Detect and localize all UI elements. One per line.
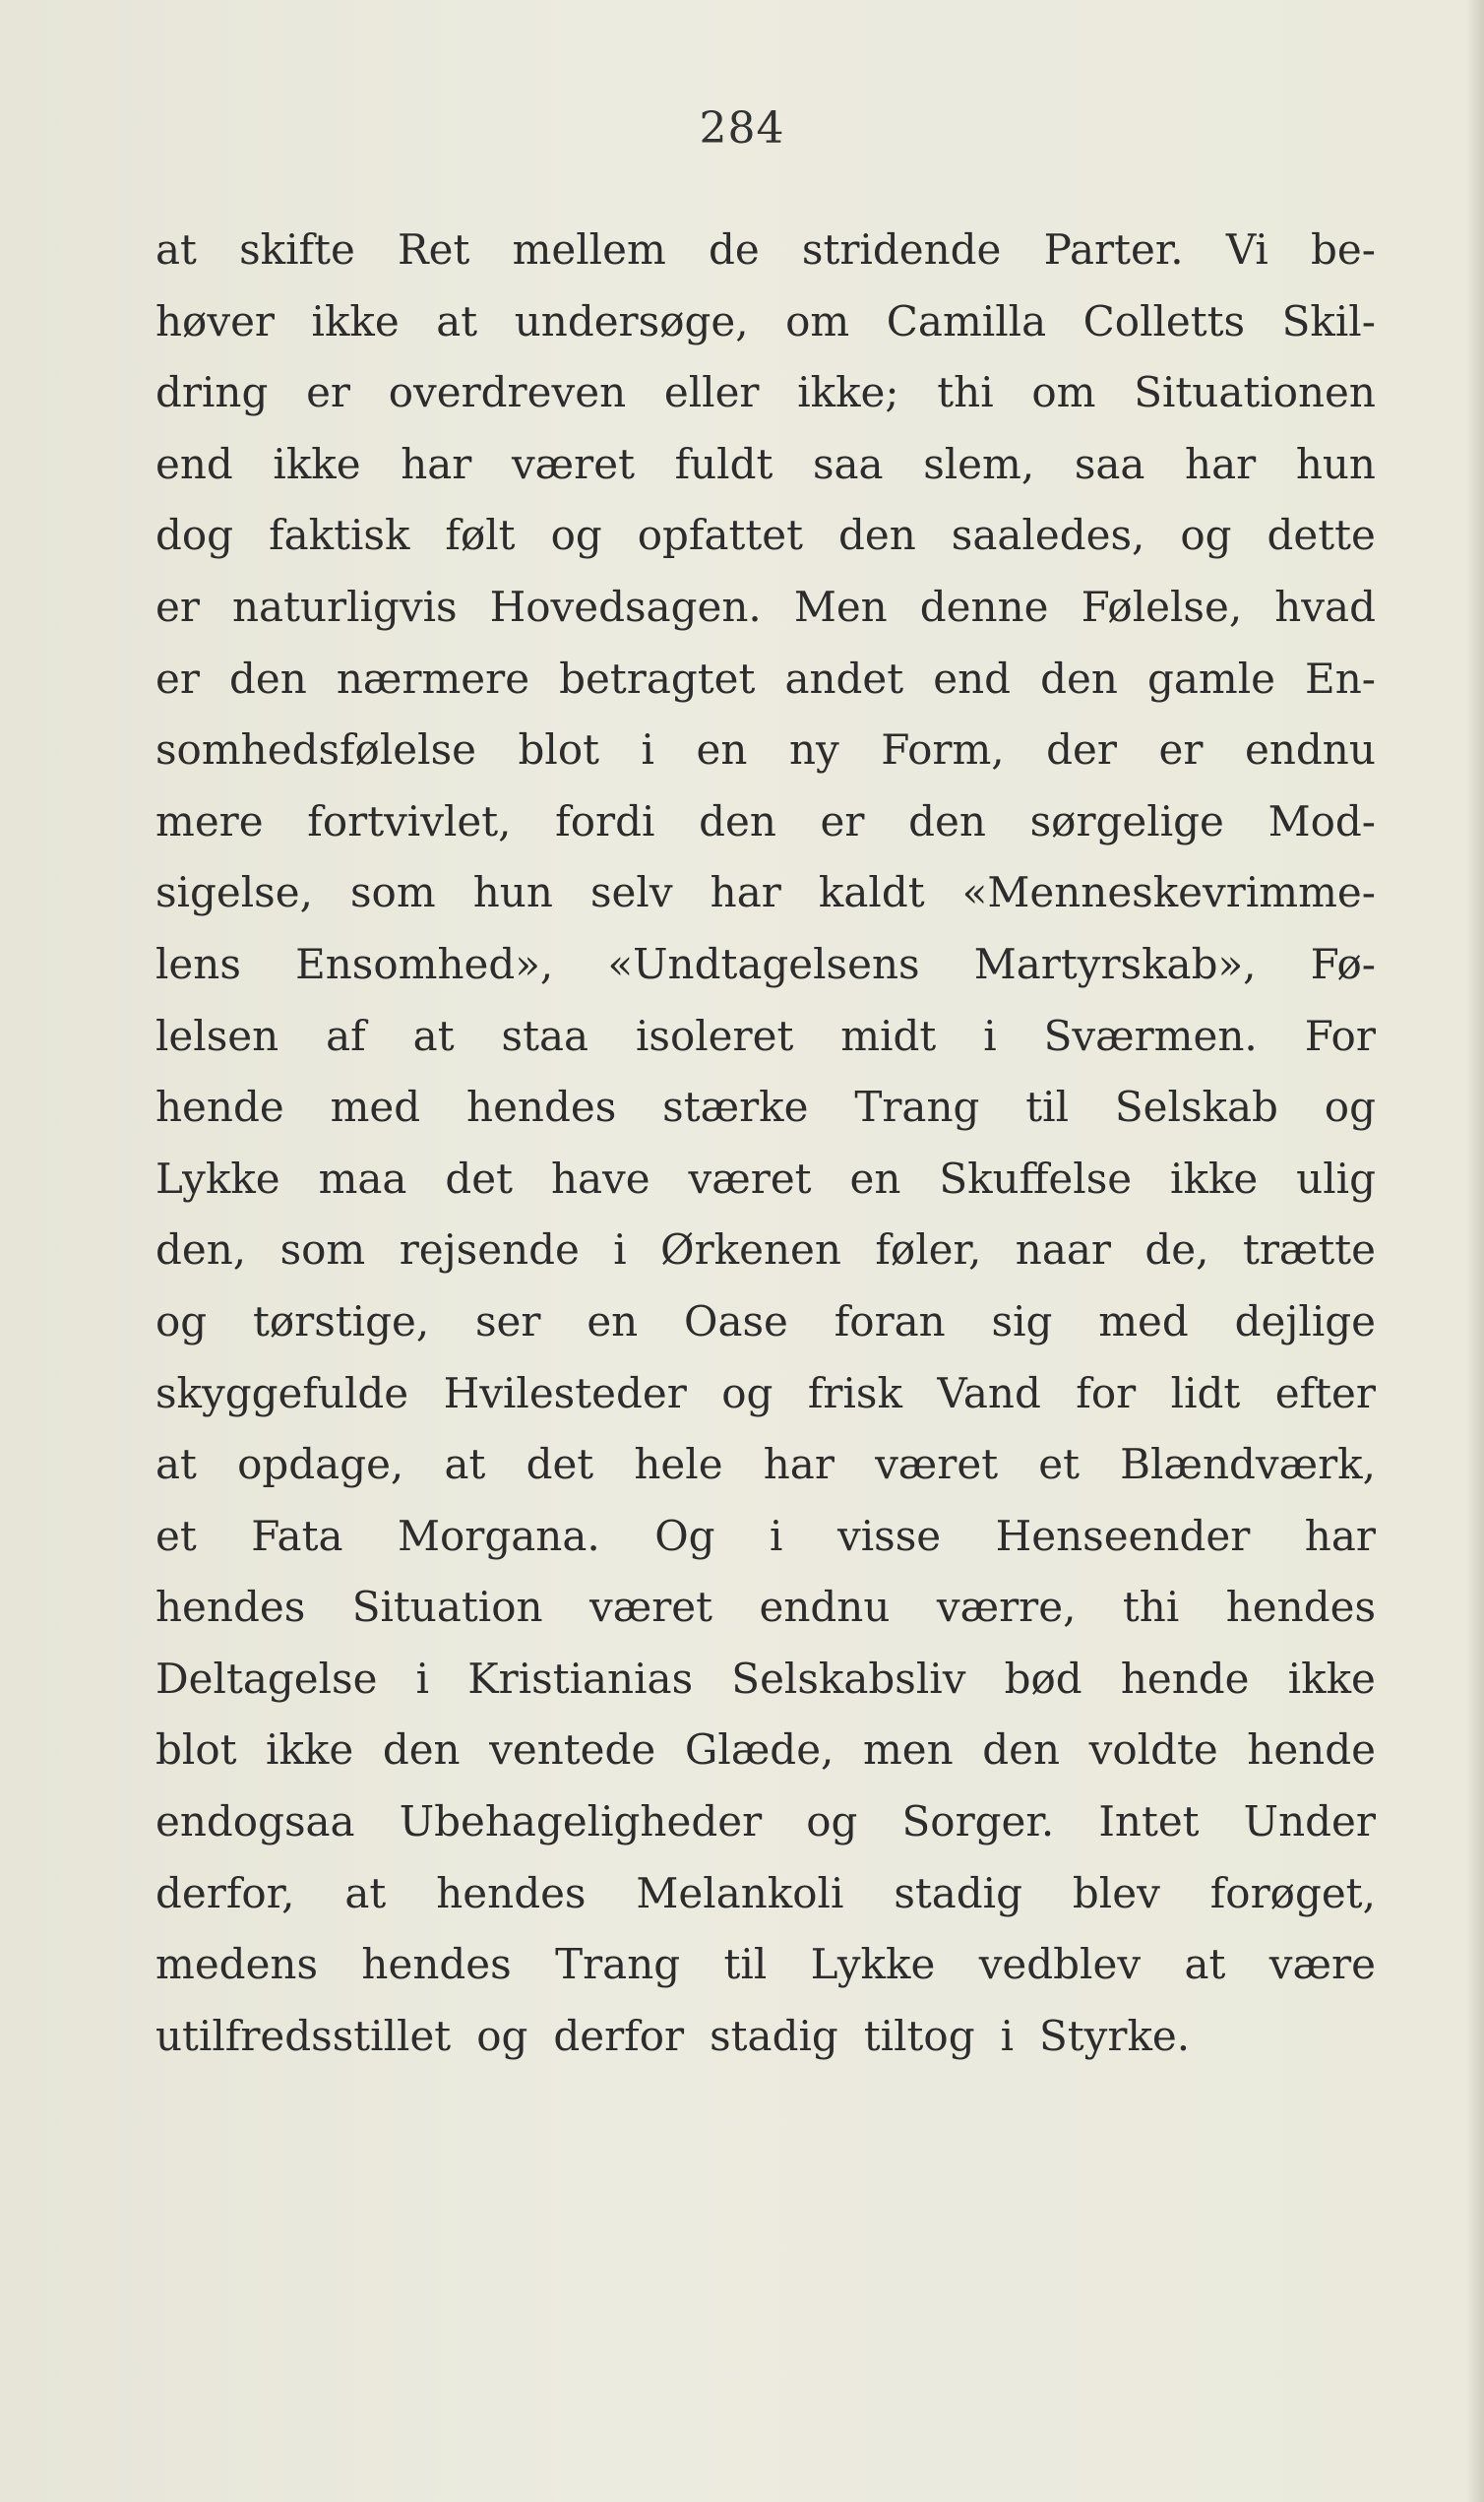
word: Ensomhed», [295,939,554,988]
word: at [412,1011,455,1060]
word: thi [1122,1583,1180,1632]
word: et [1038,1440,1080,1489]
word: den [382,1725,461,1775]
word: frisk [807,1368,902,1417]
text-line [155,1858,1376,1930]
word: end [155,439,233,488]
word: følt [445,511,516,560]
word: opfattet [637,511,803,560]
word: dette [1267,511,1376,560]
word: ikke [311,296,400,345]
word: hendes [155,1583,306,1632]
text-line [155,1501,1376,1573]
word: hun [472,868,553,917]
word: stridende [801,225,1002,274]
word: skyggefulde [155,1368,409,1417]
word: mere [155,796,264,845]
word: Vi [1225,225,1268,274]
word: Lykke [155,1154,280,1203]
word: et [155,1511,197,1560]
word: den [1040,654,1118,703]
word: saa [812,439,884,488]
word: Kristianias [467,1654,694,1703]
word: opdage, [237,1440,404,1489]
word: Morgana. [397,1511,600,1560]
word: til [723,1940,768,1989]
word: slem, [923,439,1035,488]
word: Melankoli [636,1868,844,1917]
text-line [155,1429,1376,1501]
word: midt [840,1011,937,1060]
word: endnu [1245,725,1376,775]
word: en [849,1154,901,1203]
text-line [155,429,1376,501]
word: være [1268,1940,1376,1989]
word: hendes [436,1868,587,1917]
word: og [1324,1083,1376,1132]
word: Men [793,582,888,631]
word: ikke; [797,368,899,417]
page-edge-shadow [1466,0,1484,2502]
word: Lykke [810,1940,936,1989]
word: i [415,1654,430,1703]
word: har [710,868,781,917]
word: derfor [553,2011,685,2060]
word: thi [937,368,994,417]
word: den, [155,1225,247,1275]
text-line [155,500,1376,572]
word: en [696,725,748,775]
word: været [875,1440,999,1489]
word: Ubehageligheder [399,1797,763,1846]
word: fordi [555,796,655,845]
word: vedblev [978,1940,1142,1989]
word: med [1098,1296,1189,1345]
word: været [688,1154,812,1203]
word: lidt [1170,1368,1241,1417]
text-line [155,1072,1376,1144]
text-line [155,215,1376,286]
word: en [587,1296,639,1345]
word: utilfredsstillet [155,2011,452,2060]
word: skifte [239,225,355,274]
word: Intet [1098,1797,1200,1846]
word: Sorger. [901,1797,1055,1846]
word: stadig [710,2011,838,2060]
text-line [155,1929,1376,2001]
word: Oase [684,1296,788,1345]
word: undersøge, [514,296,749,345]
word: ikke [1170,1154,1259,1203]
word: høver [155,296,275,345]
text-line [155,2001,1376,2073]
word: om [785,296,850,345]
word: efter [1274,1368,1376,1417]
word: Colletts [1082,296,1246,345]
word: bød [1004,1654,1082,1703]
word: visse [836,1511,942,1560]
word: Vand [937,1368,1041,1417]
word: at [1184,1940,1226,1989]
word: de [708,225,760,274]
text-line [155,715,1376,786]
word: værre, [936,1583,1077,1632]
word: der [1046,725,1117,775]
word: Trang [555,1940,681,1989]
word: Sværmen. [1043,1011,1258,1060]
word: Ørkenen [660,1225,841,1275]
word: og [476,2011,528,2060]
word: kaldt [818,868,925,917]
word: For [1304,1011,1376,1060]
text-line [155,1572,1376,1644]
word: er [820,796,865,845]
word: foran [834,1296,946,1345]
word: hendes [361,1940,512,1989]
word: somhedsfølelse [155,725,476,775]
word: naturligvis [232,582,458,631]
word: andet [784,654,904,703]
word: Situationen [1134,368,1376,417]
word: betragtet [559,654,756,703]
word: endnu [759,1583,891,1632]
word: er [155,582,200,631]
word: været [511,439,635,488]
word: lelsen [155,1011,279,1060]
text-line [155,1286,1376,1358]
word: forøget, [1209,1868,1376,1917]
word: Form, [881,725,1005,775]
word: ulig [1296,1154,1376,1203]
word: og [1180,511,1232,560]
word: sig [991,1296,1053,1345]
word: derfor, [155,1868,295,1917]
word: det [445,1154,514,1203]
word: i [983,1011,997,1060]
text-line [155,786,1376,858]
word: have [550,1154,650,1203]
word: voldte [1088,1725,1218,1775]
word: Deltagelse [155,1654,378,1703]
text-line [155,929,1376,1001]
word: isoleret [635,1011,794,1060]
word: Glæde, [684,1725,835,1775]
text-line [155,1644,1376,1716]
word: ny [788,725,839,775]
word: for [1076,1368,1137,1417]
word: Camilla [886,296,1047,345]
word: hendes [1225,1583,1376,1632]
word: i [770,1511,783,1560]
word: Skil- [1281,296,1376,345]
word: den [229,654,307,703]
word: blot [155,1725,237,1775]
word: har [1304,1511,1376,1560]
word: fortvivlet, [307,796,512,845]
word: sørgelige [1029,796,1224,845]
word: blev [1072,1868,1160,1917]
word: den [908,796,986,845]
word: end [933,654,1012,703]
word: hende [155,1083,284,1132]
word: maa [318,1154,407,1203]
word: Selskab [1114,1083,1278,1132]
word: i [1000,2011,1015,2060]
word: mellem [512,225,666,274]
word: Parter. [1043,225,1184,274]
text-line [155,644,1376,716]
word: Blændværk, [1120,1440,1376,1489]
word: hele [634,1440,723,1489]
text-line [155,572,1376,644]
word: Henseender [995,1511,1251,1560]
word: har [401,439,472,488]
word: dejlige [1234,1296,1376,1345]
word: og [721,1368,773,1417]
word: «Undtagelsens [607,939,920,988]
word: naar [1015,1225,1111,1275]
word: gamle [1146,654,1275,703]
word: at [436,296,478,345]
word: er [1158,725,1204,775]
word: Ret [398,225,470,274]
word: overdreven [388,368,627,417]
word: men [862,1725,954,1775]
word: faktisk [269,511,410,560]
word: saaledes, [951,511,1145,560]
word: og [806,1797,858,1846]
text-line [155,1001,1376,1073]
word: dog [155,511,234,560]
word: den [982,1725,1061,1775]
word: Fata [251,1511,343,1560]
body-text [155,215,1376,2072]
word: ikke [1287,1654,1376,1703]
word: ser [475,1296,541,1345]
word: be- [1311,225,1376,274]
word: og [155,1296,208,1345]
text-line [155,357,1376,429]
word: hende [1120,1654,1250,1703]
word: at [155,225,197,274]
word: har [1185,439,1257,488]
word: Skuffelse [939,1154,1133,1203]
word: tørstige, [252,1296,430,1345]
word: Under [1243,1797,1376,1846]
word: hendes [466,1083,617,1132]
text-line [155,286,1376,358]
word: de, [1144,1225,1209,1275]
word: af [326,1011,366,1060]
word: hun [1295,439,1376,488]
word: at [344,1868,387,1917]
word: til [1025,1083,1070,1132]
word: det [526,1440,594,1489]
word: som [279,1225,366,1275]
word: denne [919,582,1049,631]
word: eller [663,368,760,417]
word: med [330,1083,421,1132]
word: En- [1305,654,1376,703]
word: i [641,725,654,775]
word: dring [155,368,269,417]
word: Trang [854,1083,980,1132]
text-line [155,857,1376,929]
text-line [155,1358,1376,1430]
word: om [1031,368,1096,417]
word: i [613,1225,627,1275]
word: hende [1247,1725,1376,1775]
word: hvad [1274,582,1376,631]
word: blot [518,725,599,775]
word: Hvilesteder [443,1368,687,1417]
word: saa [1074,439,1145,488]
word: den [699,796,776,845]
word: Styrke. [1039,2011,1191,2060]
word: stadig [894,1868,1022,1917]
word: Og [654,1511,715,1560]
word: staa [501,1011,589,1060]
word: har [763,1440,835,1489]
text-line [155,1786,1376,1858]
word: føler, [875,1225,982,1275]
word: fuldt [674,439,773,488]
word: Selskabsliv [731,1654,966,1703]
word: lens [155,939,241,988]
word: trætte [1242,1225,1376,1275]
word: er [155,654,200,703]
word: den [838,511,916,560]
page-number: 284 [699,103,785,154]
word: Fø- [1310,939,1376,988]
word: endogsaa [155,1797,355,1846]
word: «Menneskevrimme- [961,868,1376,917]
word: at [155,1440,197,1489]
word: Hovedsagen. [489,582,762,631]
text-line [155,1215,1376,1286]
word: været [589,1583,713,1632]
word: Mod- [1268,796,1376,845]
word: og [550,511,602,560]
word: medens [155,1940,319,1989]
word: ventede [489,1725,656,1775]
word: er [306,368,350,417]
word: ikke [266,1725,354,1775]
text-line [155,1715,1376,1786]
text-line [155,1144,1376,1216]
word: stærke [662,1083,809,1132]
word: nærmere [336,654,530,703]
word: tiltog [863,2011,975,2060]
word: rejsende [399,1225,580,1275]
word: som [350,868,436,917]
word: sigelse, [155,868,313,917]
word: selv [589,868,673,917]
word: Følelse, [1081,582,1243,631]
word: at [444,1440,486,1489]
word: Situation [351,1583,543,1632]
word: Martyrskab», [973,939,1257,988]
word: ikke [273,439,361,488]
